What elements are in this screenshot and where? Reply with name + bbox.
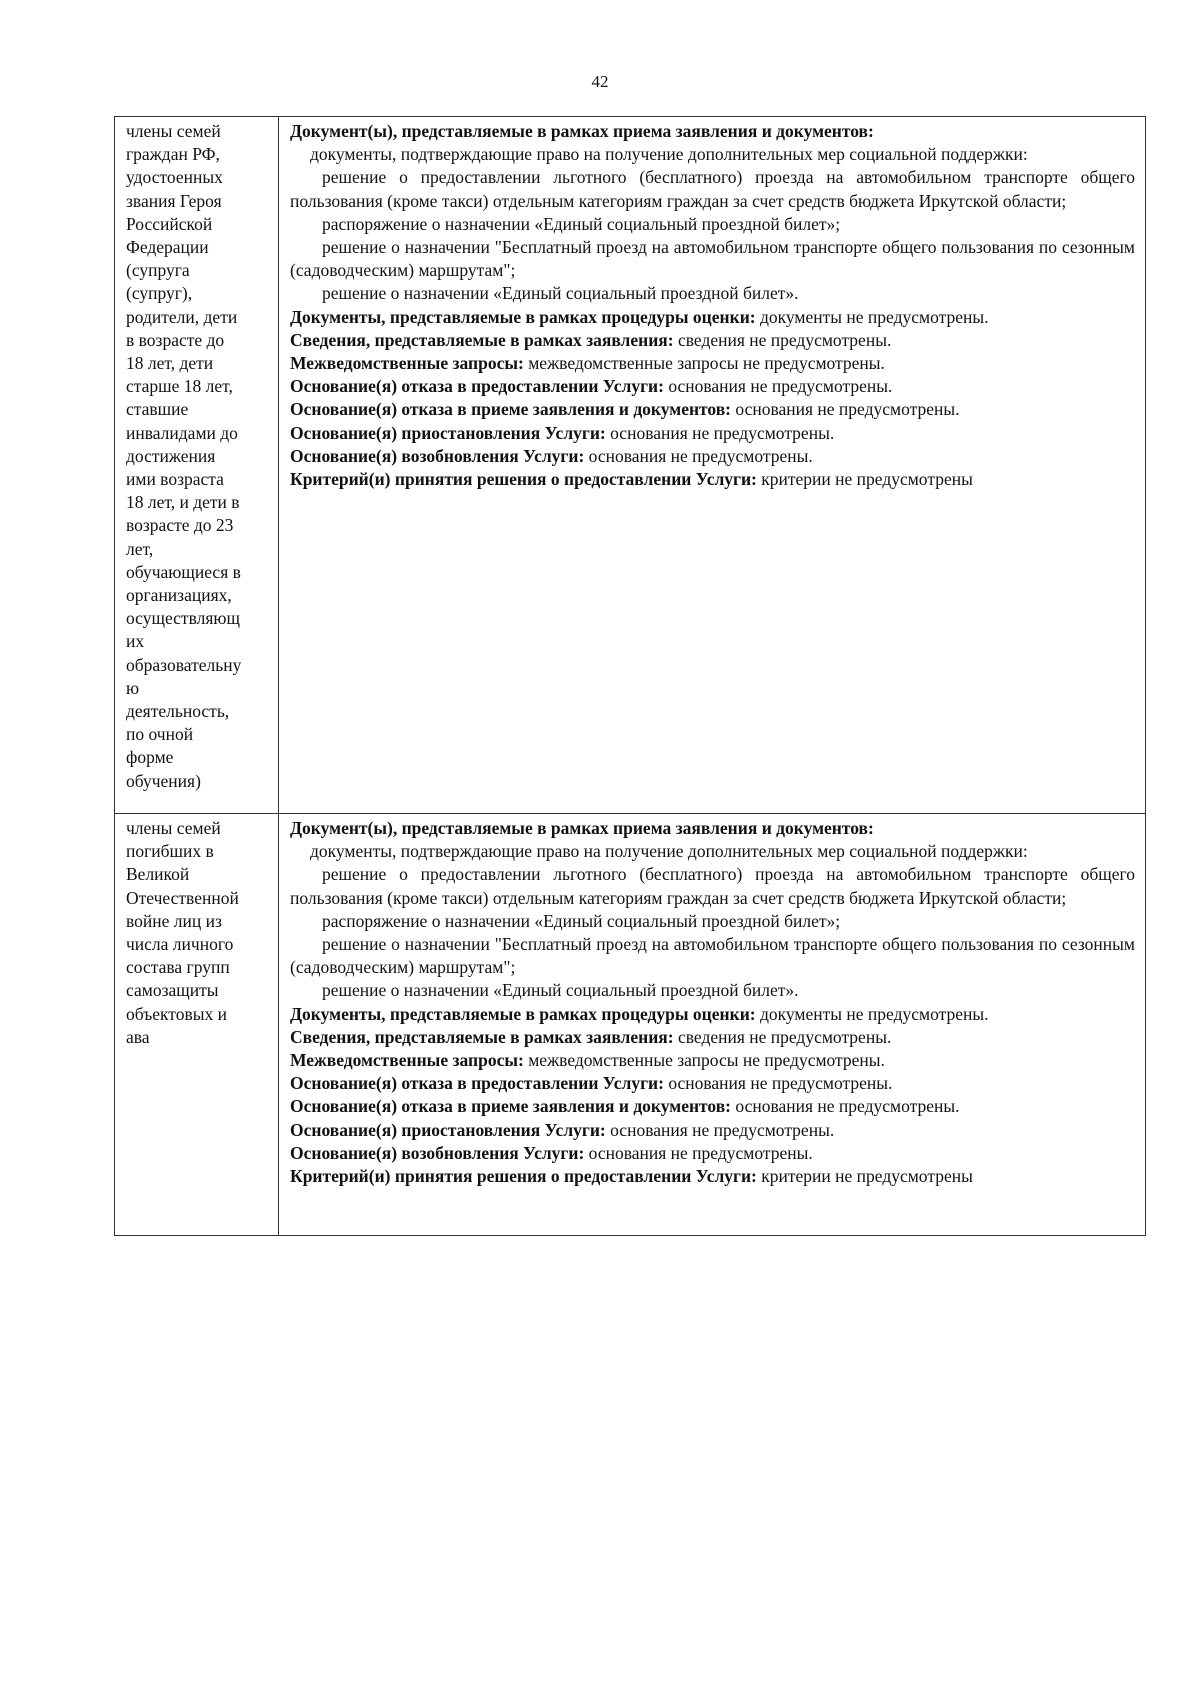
table-row — [115, 117, 1146, 814]
documents-subheading: документы, подтверждающие право на получение дополнительных мер социальной поддержки: — [310, 144, 1028, 165]
field-value: межведомственные запросы не предусмотрены. — [528, 353, 885, 374]
category-line: звания Героя — [126, 190, 222, 211]
requirement-field — [290, 468, 1135, 491]
category-line: Великой — [126, 864, 190, 885]
category-line: Российской — [126, 213, 213, 234]
field-label: Основание(я) отказа в предоставлении Услуги: — [290, 1073, 664, 1094]
category-line: (супруга — [126, 260, 190, 281]
category-line: состава групп — [126, 957, 230, 978]
requirements-cell — [279, 814, 1146, 1236]
field-label: Основание(я) приостановления Услуги: — [290, 422, 606, 443]
field-label: Основание(я) отказа в предоставлении Услуги: — [290, 376, 664, 397]
field-label: Основание(я) отказа в приеме заявления и документов: — [290, 399, 732, 420]
field-value: документы не предусмотрены. — [760, 306, 989, 327]
document-item: решение о назначении "Бесплатный проезд на автомобильном транспорте общего пользования по сезонным (садоводческим) маршрутам"; — [290, 934, 1135, 978]
requirement-field — [290, 1026, 1135, 1049]
requirements-cell — [279, 117, 1146, 814]
category-line: лет, — [126, 538, 154, 559]
field-value: основания не предусмотрены. — [588, 1142, 813, 1163]
documents-heading-paragraph — [290, 120, 1135, 143]
category-line: Отечественной — [126, 887, 239, 908]
category-line: инвалидами до — [126, 422, 238, 443]
category-line: по очной — [126, 724, 194, 745]
category-line: достижения — [126, 445, 216, 466]
document-item: решение о предоставлении льготного (бесплатного) проезда на автомобильном транспорте общего пользования (кроме такси) отдельным категориям граждан за счет средств бюджета Иркутской области; — [290, 167, 1135, 211]
category-line: (супруг), — [126, 283, 193, 304]
field-label: Сведения, представляемые в рамках заявления: — [290, 329, 674, 350]
field-value: критерии не предусмотрены — [761, 469, 973, 490]
requirement-field — [290, 1165, 1135, 1188]
requirement-field — [290, 1072, 1135, 1095]
field-label: Документы, представляемые в рамках процедуры оценки: — [290, 306, 756, 327]
field-value: основания не предусмотрены. — [610, 1119, 835, 1140]
page-number: 42 — [591, 72, 609, 91]
requirement-field — [290, 445, 1135, 468]
requirement-field — [290, 329, 1135, 352]
category-line: ими возраста — [126, 469, 224, 490]
requirement-field — [290, 1049, 1135, 1072]
field-label: Основание(я) приостановления Услуги: — [290, 1119, 606, 1140]
field-label: Критерий(и) принятия решения о предоставлении Услуги: — [290, 469, 757, 490]
requirement-field — [290, 422, 1135, 445]
category-cell — [115, 117, 279, 814]
category-line: старше 18 лет, — [126, 376, 233, 397]
category-line: члены семей — [126, 818, 221, 838]
document-item: распоряжение о назначении «Единый социальный проездной билет»; — [322, 213, 841, 234]
category-line: 18 лет, дети — [126, 353, 214, 374]
field-label: Документы, представляемые в рамках процедуры оценки: — [290, 1003, 756, 1024]
field-label: Основание(я) возобновления Услуги: — [290, 445, 585, 466]
field-label: Межведомственные запросы: — [290, 353, 524, 374]
category-line: их — [126, 631, 145, 652]
requirement-field — [290, 1142, 1135, 1165]
field-value: основания не предусмотрены. — [668, 376, 893, 397]
category-line: ю — [126, 677, 140, 698]
documents-subheading: документы, подтверждающие право на получение дополнительных мер социальной поддержки: — [310, 841, 1028, 862]
document-item: решение о назначении "Бесплатный проезд на автомобильном транспорте общего пользования по сезонным (садоводческим) маршрутам"; — [290, 237, 1135, 281]
category-line: родители, дети — [126, 306, 238, 327]
field-value: документы не предусмотрены. — [760, 1003, 989, 1024]
category-line: ава — [126, 1026, 150, 1047]
category-line: погибших в — [126, 841, 214, 862]
field-value: основания не предусмотрены. — [735, 1096, 960, 1117]
category-line: удостоенных — [126, 167, 223, 188]
table-row — [115, 814, 1146, 1236]
field-value: основания не предусмотрены. — [610, 422, 835, 443]
services-table — [114, 116, 1146, 1236]
category-line: обучающиеся в — [126, 561, 241, 582]
document-item: решение о назначении «Единый социальный проездной билет». — [322, 980, 799, 1001]
category-line: деятельность, — [126, 701, 230, 722]
category-line: форме — [126, 747, 174, 768]
field-label: Основание(я) возобновления Услуги: — [290, 1142, 585, 1163]
field-value: сведения не предусмотрены. — [677, 1026, 892, 1047]
document-item: решение о назначении «Единый социальный проездной билет». — [322, 283, 799, 304]
category-line: ставшие — [126, 399, 189, 420]
category-line: самозащиты — [126, 980, 219, 1001]
category-line: в возрасте до — [126, 329, 225, 350]
category-line: числа личного — [126, 934, 234, 955]
category-line: обучения) — [126, 770, 201, 791]
category-line: возрасте до 23 — [126, 515, 234, 536]
requirement-field — [290, 306, 1135, 329]
requirement-field — [290, 352, 1135, 375]
category-cell — [115, 814, 279, 1236]
field-value: межведомственные запросы не предусмотрены. — [528, 1050, 885, 1071]
field-label: Межведомственные запросы: — [290, 1050, 524, 1071]
category-line: объектовых и — [126, 1003, 227, 1024]
document-item: решение о предоставлении льготного (бесплатного) проезда на автомобильном транспорте общего пользования (кроме такси) отдельным категориям граждан за счет средств бюджета Иркутской области; — [290, 864, 1135, 908]
requirement-field — [290, 375, 1135, 398]
requirement-field — [290, 1003, 1135, 1026]
requirement-field — [290, 398, 1135, 421]
documents-heading: Документ(ы), представляемые в рамках приема заявления и документов: — [290, 818, 874, 838]
category-line: войне лиц из — [126, 910, 222, 931]
field-value: критерии не предусмотрены — [761, 1166, 973, 1187]
field-value: основания не предусмотрены. — [588, 445, 813, 466]
document-item: распоряжение о назначении «Единый социальный проездной билет»; — [322, 910, 841, 931]
requirement-field — [290, 1095, 1135, 1118]
category-line: члены семей — [126, 121, 221, 141]
requirement-field — [290, 1119, 1135, 1142]
field-label: Сведения, представляемые в рамках заявления: — [290, 1026, 674, 1047]
documents-heading-paragraph — [290, 817, 1135, 840]
documents-heading: Документ(ы), представляемые в рамках приема заявления и документов: — [290, 121, 874, 141]
field-value: сведения не предусмотрены. — [677, 329, 892, 350]
category-line: 18 лет, и дети в — [126, 492, 240, 513]
category-line: граждан РФ, — [126, 144, 220, 165]
category-line: образовательну — [126, 654, 242, 675]
category-line: организациях, — [126, 585, 232, 606]
category-line: Федерации — [126, 237, 209, 258]
field-label: Критерий(и) принятия решения о предоставлении Услуги: — [290, 1166, 757, 1187]
field-value: основания не предусмотрены. — [668, 1073, 893, 1094]
field-label: Основание(я) отказа в приеме заявления и документов: — [290, 1096, 732, 1117]
category-line: осуществляющ — [126, 608, 240, 629]
field-value: основания не предусмотрены. — [735, 399, 960, 420]
